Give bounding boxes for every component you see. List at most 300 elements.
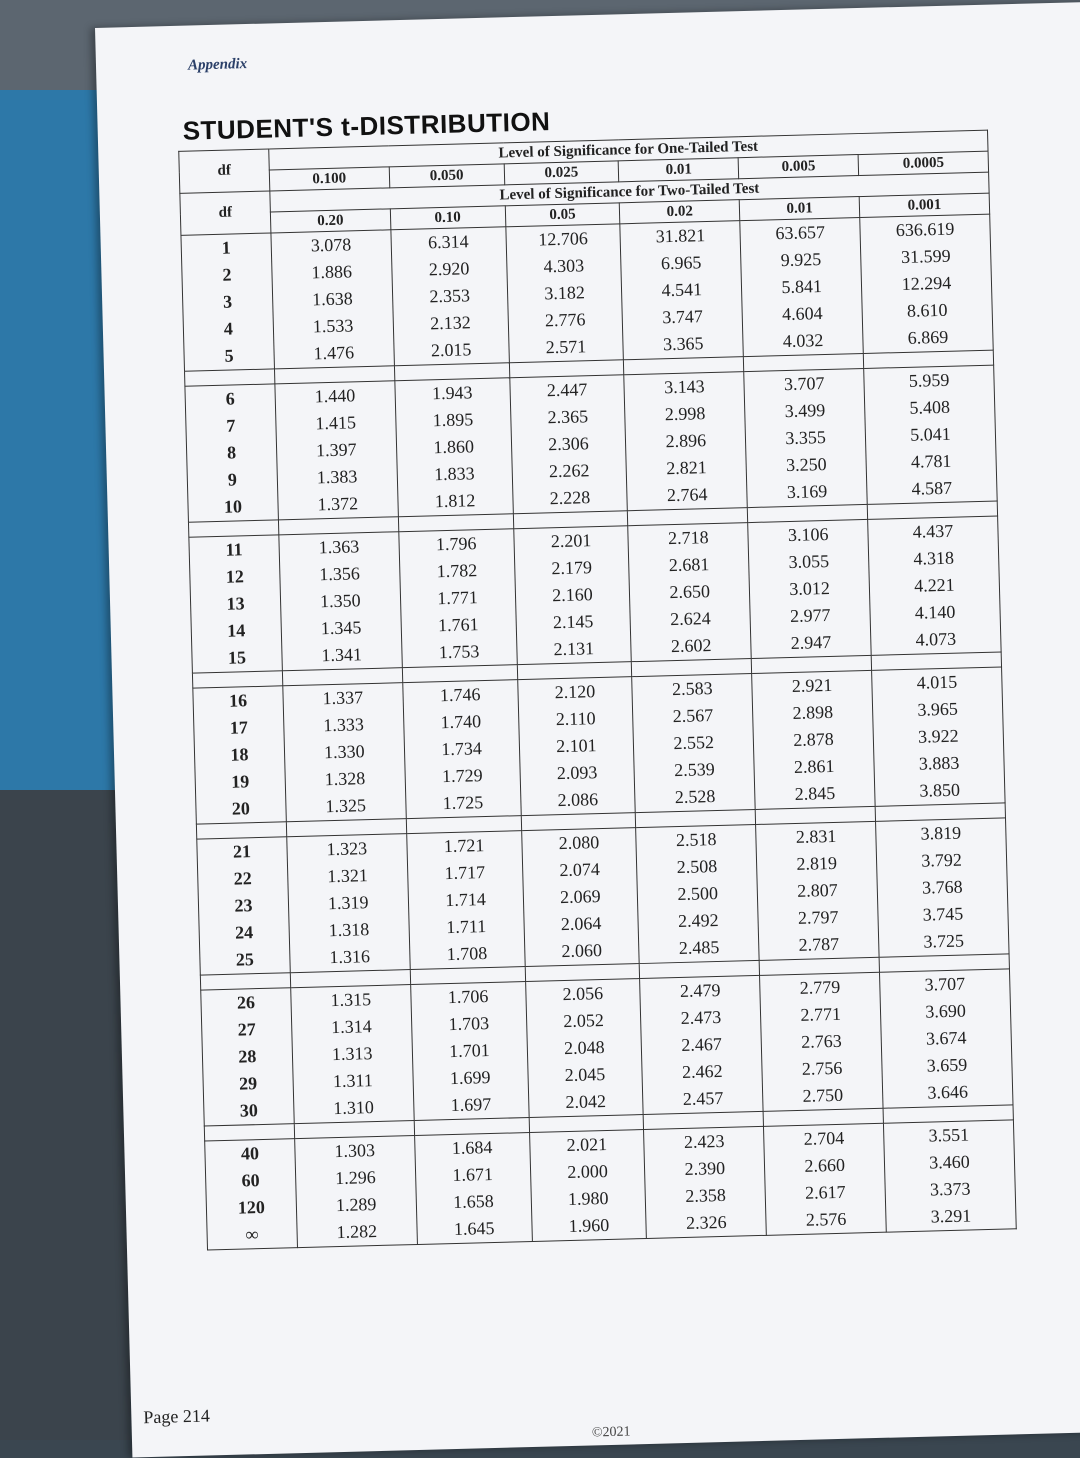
critical-value: 2.831: [795, 825, 837, 847]
critical-value-cell: [402, 680, 520, 819]
df-value: 8: [226, 442, 237, 463]
critical-value-cell: [410, 982, 528, 1121]
critical-value: 2.797: [797, 906, 839, 928]
critical-value: 3.690: [925, 1000, 967, 1022]
df-value: 19: [230, 771, 250, 792]
critical-value: 4.318: [913, 547, 955, 569]
two-tailed-caption: Level of Significance for Two-Tailed Test: [270, 172, 989, 212]
df-value: 18: [230, 744, 249, 765]
critical-value: 1.796: [435, 533, 477, 555]
critical-value: 2.518: [675, 829, 717, 851]
df-value: 40: [240, 1143, 260, 1164]
df-value: 15: [227, 647, 247, 668]
critical-value: 4.303: [543, 255, 585, 277]
critical-value: 2.042: [565, 1090, 607, 1113]
critical-value: 1.372: [317, 493, 359, 515]
critical-value: 1.314: [330, 1016, 372, 1038]
critical-value: 2.921: [791, 674, 833, 696]
critical-value: 3.707: [783, 373, 825, 395]
critical-value: 1.356: [319, 563, 361, 585]
critical-value: 3.883: [918, 752, 960, 774]
critical-value: 3.143: [663, 376, 705, 398]
critical-value: 2.787: [798, 933, 840, 955]
critical-value: 3.707: [924, 973, 966, 995]
critical-value: 2.576: [805, 1208, 847, 1230]
critical-value: 2.326: [685, 1211, 727, 1233]
critical-value: 2.660: [804, 1154, 846, 1176]
critical-value: 2.000: [567, 1160, 609, 1183]
critical-value: 2.779: [799, 976, 841, 998]
two-tailed-level: 0.20: [270, 209, 390, 233]
page-title: STUDENT'S t-DISTRIBUTION: [182, 106, 551, 146]
critical-value: 3.250: [785, 454, 827, 476]
critical-value: 2.064: [560, 913, 602, 935]
critical-value: 1.697: [450, 1094, 492, 1116]
critical-value: 2.479: [679, 979, 721, 1002]
critical-value: 4.015: [916, 671, 958, 693]
df-cell: [193, 686, 286, 824]
df-value: 20: [231, 798, 251, 819]
df-value: 7: [226, 415, 236, 436]
df-value: 13: [226, 593, 245, 614]
critical-value: 3.646: [927, 1081, 969, 1103]
critical-value: 6.314: [427, 231, 469, 253]
critical-value-cell: [529, 1130, 647, 1242]
critical-value: 3.792: [921, 849, 963, 871]
critical-value-cell: [644, 1126, 767, 1238]
critical-value-cell: [398, 529, 516, 668]
critical-value: 1.315: [330, 989, 372, 1011]
critical-value: 2.771: [800, 1003, 842, 1025]
critical-value: 1.533: [312, 315, 354, 337]
critical-value-cell: [760, 972, 883, 1111]
critical-value-cell: [521, 828, 639, 967]
critical-value: 636.619: [895, 218, 955, 241]
critical-value: 6.869: [907, 326, 949, 348]
critical-value: 1.328: [324, 768, 366, 790]
critical-value: 1.833: [433, 463, 475, 485]
critical-value: 1.729: [441, 765, 483, 787]
critical-value: 2.228: [549, 487, 591, 509]
critical-value: 63.657: [775, 221, 826, 244]
critical-value: 4.781: [910, 450, 952, 472]
critical-value-cell: [880, 969, 1013, 1108]
two-tailed-level: 0.001: [859, 193, 989, 217]
critical-value: 5.408: [909, 396, 951, 418]
copyright-notice: ©2021: [591, 1424, 631, 1441]
critical-value: 1.782: [436, 560, 478, 582]
critical-value: 2.060: [561, 940, 603, 962]
critical-value: 1.771: [437, 587, 479, 609]
critical-value: 3.965: [917, 698, 959, 720]
df-cell: [201, 988, 294, 1126]
critical-value: 2.500: [677, 882, 719, 905]
one-tailed-level: 0.100: [269, 167, 389, 191]
df-value: 10: [223, 496, 243, 517]
critical-value-cell: [868, 516, 1001, 655]
table-row-group: [197, 818, 1009, 975]
critical-value-cell: [756, 821, 879, 960]
critical-value: 2.920: [428, 258, 470, 280]
critical-value: 2.567: [672, 705, 714, 727]
critical-value: 2.861: [793, 755, 835, 777]
critical-value: 31.599: [900, 245, 951, 267]
critical-value: 1.706: [447, 986, 489, 1008]
critical-value-cell: [884, 1120, 1017, 1232]
critical-value-cell: [620, 221, 743, 360]
critical-value: 3.355: [785, 427, 827, 449]
critical-value: 3.819: [920, 822, 962, 844]
critical-value: 3.551: [928, 1124, 970, 1146]
critical-value: 4.604: [781, 303, 823, 325]
critical-value: 2.898: [792, 701, 834, 723]
df-value: 14: [226, 620, 246, 641]
critical-value: 1.980: [567, 1187, 609, 1210]
critical-value: 2.602: [670, 635, 712, 657]
critical-value: 2.624: [669, 608, 711, 630]
critical-value: 1.330: [323, 741, 365, 763]
critical-value: 2.763: [800, 1030, 842, 1052]
critical-value: 1.860: [433, 436, 475, 458]
critical-value: 2.462: [681, 1060, 723, 1082]
critical-value: 2.492: [677, 909, 719, 932]
critical-value-cell: [291, 985, 414, 1124]
critical-value: 2.110: [555, 708, 596, 730]
critical-value: 1.333: [323, 714, 365, 736]
critical-value: 1.310: [333, 1097, 375, 1119]
critical-value: 5.959: [908, 369, 950, 391]
df-value: 17: [229, 717, 249, 738]
critical-value-cell: [287, 834, 410, 973]
critical-value: 1.886: [311, 261, 353, 283]
critical-value: 4.221: [913, 574, 955, 596]
critical-value-cell: [271, 230, 394, 369]
critical-value: 2.552: [673, 732, 715, 754]
critical-value: 3.106: [787, 523, 829, 546]
df-cell: [189, 535, 282, 673]
table-row-group: [193, 667, 1005, 824]
critical-value: 1.440: [314, 385, 356, 407]
critical-value: 2.617: [804, 1181, 846, 1203]
critical-value: 1.645: [453, 1217, 495, 1240]
critical-value-cell: [764, 1123, 887, 1235]
critical-value: 2.069: [559, 886, 601, 908]
two-tailed-level: 0.02: [620, 200, 740, 224]
critical-value: 9.925: [780, 249, 822, 271]
critical-value: 1.717: [444, 862, 486, 884]
critical-value: 1.316: [329, 946, 371, 968]
critical-value: 3.460: [929, 1151, 971, 1173]
critical-value-cell: [872, 667, 1005, 806]
critical-value: 4.541: [661, 279, 703, 301]
df-value: 3: [222, 291, 233, 312]
two-tailed-level: 0.10: [390, 206, 505, 230]
df-value: 24: [234, 922, 254, 943]
critical-value-cell: [517, 677, 635, 816]
df-value: 60: [241, 1170, 260, 1191]
critical-value-cell: [275, 381, 398, 520]
critical-value: 1.318: [328, 919, 370, 941]
critical-value: 2.353: [429, 285, 471, 307]
df-value: 26: [236, 992, 256, 1013]
critical-value: 1.313: [331, 1043, 373, 1065]
critical-value-cell: [636, 824, 759, 963]
df-value: 9: [227, 469, 238, 490]
critical-value-cell: [283, 683, 406, 822]
critical-value-cell: [414, 1133, 532, 1245]
table-row-group: [181, 214, 993, 371]
critical-value: 3.365: [662, 333, 704, 355]
critical-value-cell: [525, 979, 643, 1118]
critical-value: 4.073: [915, 628, 957, 650]
df-value: 2: [222, 264, 232, 285]
background-desk-bottom: [0, 790, 130, 1440]
critical-value: 1.397: [315, 439, 357, 461]
critical-value: 2.101: [555, 735, 597, 757]
table-row-group: [205, 1120, 1017, 1250]
critical-value: 1.325: [325, 795, 367, 817]
critical-value: 2.756: [801, 1057, 843, 1079]
critical-value: 2.015: [430, 339, 472, 361]
critical-value: 1.345: [320, 617, 362, 639]
critical-value-cell: [864, 365, 997, 504]
critical-value-cell: [632, 674, 755, 813]
one-tailed-caption: Level of Significance for One-Tailed Test: [269, 130, 988, 170]
df-header-one-tailed: df: [179, 149, 270, 193]
one-tailed-level: 0.050: [389, 164, 504, 188]
critical-value: 1.282: [336, 1221, 378, 1243]
critical-value: 1.476: [313, 342, 355, 364]
critical-value: 2.457: [682, 1087, 724, 1109]
critical-value: 3.659: [926, 1054, 968, 1076]
critical-value: 2.819: [796, 852, 838, 874]
critical-value: 3.747: [662, 306, 704, 328]
t-distribution-table: [178, 130, 1017, 1251]
critical-value-cell: [628, 523, 751, 662]
critical-value: 1.303: [334, 1140, 376, 1162]
critical-value: 1.321: [327, 865, 369, 887]
critical-value-cell: [406, 831, 524, 970]
critical-value: 1.415: [315, 412, 357, 434]
critical-value: 1.721: [443, 835, 485, 857]
critical-value: 1.671: [452, 1163, 494, 1186]
critical-value: 2.750: [802, 1084, 844, 1106]
critical-value: 3.768: [921, 876, 963, 898]
critical-value: 2.583: [671, 678, 713, 700]
critical-value: 4.032: [782, 330, 824, 352]
critical-value: 1.296: [334, 1167, 376, 1189]
critical-value: 1.761: [437, 614, 479, 636]
critical-value: 2.145: [552, 611, 594, 633]
critical-value: 12.294: [901, 272, 952, 294]
critical-value-cell: [509, 375, 627, 514]
critical-value: 2.160: [551, 584, 593, 606]
critical-value: 1.746: [439, 684, 481, 706]
critical-value: 3.012: [789, 577, 831, 600]
textbook-page: [95, 2, 1080, 1458]
critical-value: 1.337: [322, 687, 364, 709]
df-cell: [205, 1139, 298, 1250]
df-value: 4: [223, 318, 234, 339]
table-row-group: [189, 516, 1001, 673]
critical-value: 3.078: [310, 234, 352, 256]
critical-value: 1.711: [446, 916, 487, 938]
df-value: 22: [233, 868, 252, 889]
critical-value-cell: [395, 378, 513, 517]
critical-value: 2.896: [665, 430, 707, 452]
df-value: 28: [238, 1046, 257, 1067]
critical-value: 2.528: [674, 786, 716, 808]
df-value: 12: [225, 566, 245, 587]
df-value: 16: [228, 690, 248, 711]
one-tailed-level: 0.005: [738, 155, 858, 179]
t-distribution-table-wrap: [178, 130, 1017, 1251]
critical-value: 2.821: [666, 457, 708, 479]
critical-value: 2.447: [546, 379, 588, 401]
critical-value: 2.201: [550, 530, 592, 552]
critical-value: 1.684: [451, 1136, 493, 1159]
two-tailed-level: 0.05: [505, 203, 620, 227]
df-value: 23: [234, 895, 253, 916]
critical-value-cell: [513, 526, 631, 665]
df-value: 5: [224, 345, 234, 366]
critical-value: 2.365: [547, 406, 589, 428]
critical-value-cell: [505, 224, 623, 363]
df-cell: [185, 384, 278, 522]
critical-value: 2.681: [668, 554, 710, 576]
critical-value: 3.674: [925, 1027, 967, 1049]
df-value: 30: [239, 1100, 259, 1121]
critical-value-cell: [624, 372, 747, 511]
critical-value: 2.473: [680, 1006, 722, 1029]
critical-value: 1.341: [321, 644, 363, 666]
critical-value-cell: [295, 1136, 418, 1248]
df-header-two-tailed: df: [180, 191, 271, 235]
critical-value-cell: [744, 368, 867, 507]
critical-value: 1.725: [442, 792, 484, 814]
critical-value: 2.878: [793, 728, 835, 750]
critical-value: 2.947: [790, 631, 832, 653]
critical-value: 1.363: [318, 536, 360, 558]
critical-value: 1.638: [311, 288, 353, 310]
df-value: 6: [225, 388, 235, 409]
critical-value: 2.120: [554, 681, 596, 703]
page-number: Page 214: [143, 1405, 211, 1428]
one-tailed-level: 0.01: [619, 158, 739, 182]
critical-value: 2.132: [429, 312, 471, 334]
critical-value-cell: [860, 214, 993, 353]
critical-value: 2.131: [553, 638, 595, 660]
critical-value: 2.045: [564, 1064, 606, 1086]
critical-value: 1.895: [432, 409, 474, 431]
critical-value: 1.289: [335, 1194, 377, 1216]
critical-value: 2.080: [558, 832, 600, 854]
critical-value: 1.701: [449, 1040, 491, 1062]
critical-value: 2.358: [685, 1184, 727, 1206]
critical-value: 1.753: [438, 641, 480, 663]
critical-value: 2.704: [803, 1127, 845, 1149]
critical-value: 1.714: [445, 889, 487, 911]
critical-value-cell: [740, 218, 863, 357]
critical-value: 2.052: [563, 1010, 605, 1032]
critical-value: 4.140: [914, 601, 956, 623]
critical-value: 1.350: [319, 590, 361, 612]
critical-value: 3.499: [784, 400, 826, 422]
one-tailed-level: 0.025: [504, 161, 619, 185]
critical-value: 1.658: [452, 1190, 494, 1213]
critical-value: 2.093: [556, 762, 598, 784]
critical-value-cell: [876, 818, 1009, 957]
critical-value: 1.323: [326, 838, 368, 860]
df-value: 25: [235, 949, 255, 970]
critical-value: 2.390: [684, 1157, 726, 1179]
df-cell: [197, 837, 290, 975]
critical-value: 3.725: [923, 930, 965, 952]
critical-value: 2.998: [664, 403, 706, 425]
critical-value: 1.699: [449, 1067, 491, 1089]
df-value: 11: [225, 539, 243, 560]
critical-value: 1.740: [440, 711, 482, 733]
critical-value: 4.587: [911, 477, 953, 499]
critical-value: 3.922: [917, 725, 959, 747]
critical-value: 2.571: [545, 336, 587, 358]
critical-value: 2.423: [683, 1130, 725, 1152]
critical-value: 3.850: [919, 779, 961, 801]
critical-value: 2.262: [548, 460, 590, 482]
critical-value: 1.812: [434, 490, 476, 512]
critical-value: 2.467: [681, 1033, 723, 1055]
critical-value: 4.437: [912, 520, 954, 542]
critical-value-cell: [279, 532, 402, 671]
df-value: ∞: [245, 1224, 259, 1245]
table-row-group: [185, 365, 997, 522]
critical-value: 2.807: [796, 879, 838, 901]
critical-value: 3.169: [786, 480, 828, 503]
critical-value: 3.373: [929, 1178, 971, 1200]
critical-value: 5.841: [781, 276, 823, 298]
critical-value: 2.776: [544, 309, 586, 331]
df-value: 120: [237, 1196, 266, 1218]
one-tailed-level: 0.0005: [858, 151, 988, 175]
critical-value: 31.821: [655, 225, 706, 247]
critical-value: 1.319: [327, 892, 369, 914]
critical-value: 2.179: [551, 557, 593, 579]
df-cell: [181, 233, 274, 371]
critical-value: 3.182: [544, 282, 586, 304]
critical-value: 8.610: [906, 299, 948, 321]
critical-value: 3.745: [922, 903, 964, 925]
critical-value: 2.845: [794, 782, 836, 804]
df-value: 29: [238, 1073, 258, 1094]
df-value: 1: [221, 237, 231, 258]
critical-value-cell: [748, 519, 871, 658]
critical-value: 3.291: [930, 1205, 972, 1227]
table-row-group: [201, 969, 1013, 1126]
critical-value-cell: [391, 227, 509, 366]
critical-value: 2.021: [566, 1133, 608, 1156]
critical-value: 6.965: [660, 252, 702, 274]
two-tailed-level: 0.01: [739, 197, 859, 221]
critical-value-cell: [640, 975, 763, 1114]
critical-value: 2.977: [789, 604, 831, 627]
critical-value: 2.048: [563, 1037, 605, 1059]
critical-value: 3.055: [788, 550, 830, 573]
critical-value: 1.383: [316, 466, 358, 488]
critical-value: 5.041: [909, 423, 951, 445]
critical-value: 2.764: [666, 484, 708, 506]
critical-value: 2.539: [673, 759, 715, 781]
df-value: 21: [232, 841, 252, 862]
